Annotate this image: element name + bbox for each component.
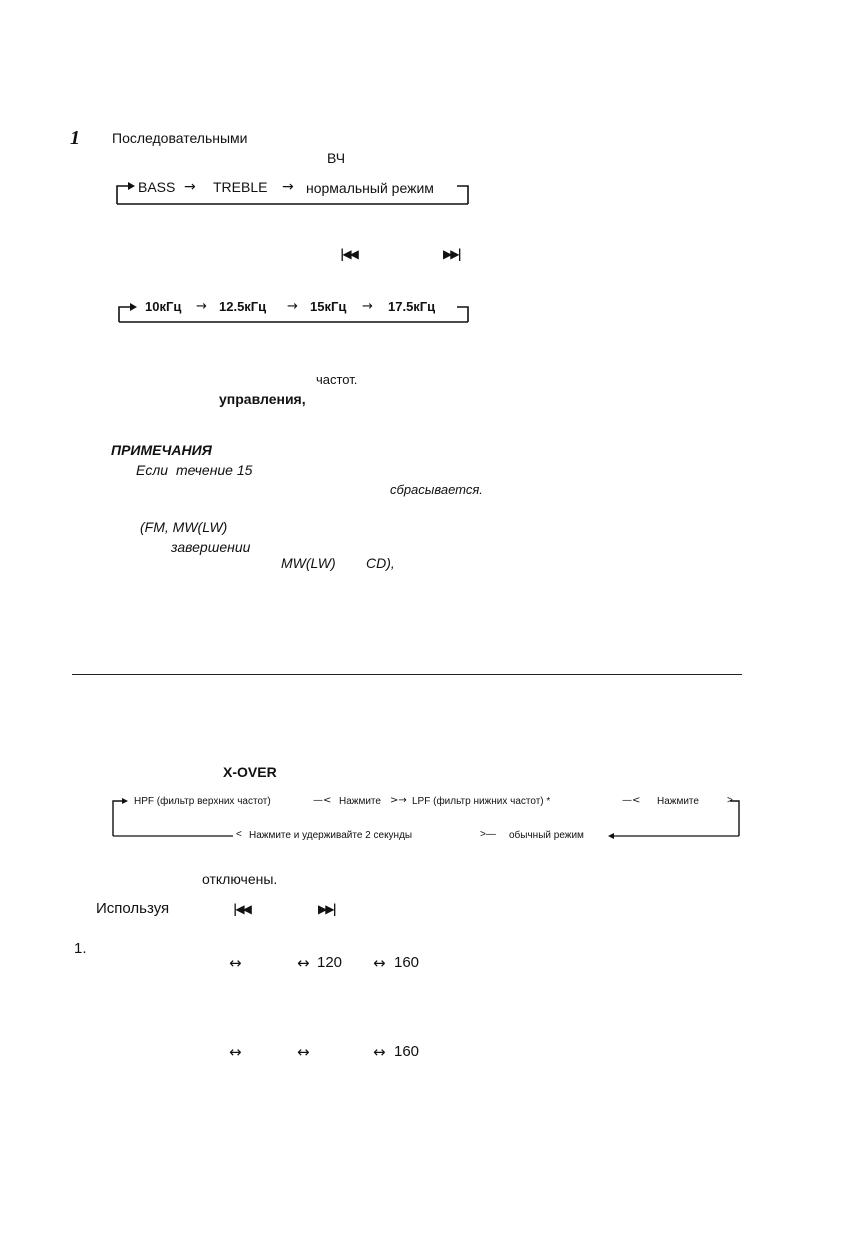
flow-normal: обычный режим <box>509 830 584 841</box>
xover-label: X-OVER <box>223 764 277 780</box>
double-arrow-icon: ↔ <box>373 1043 386 1061</box>
arrow-right-icon: → <box>184 179 196 195</box>
chevron-right-icon: >— <box>480 829 496 840</box>
double-arrow-icon: ↔ <box>229 1043 242 1061</box>
row2-value-160: 160 <box>394 1043 420 1060</box>
row1-value-120: 120 <box>317 954 343 971</box>
double-arrow-icon: ↔ <box>229 954 242 972</box>
intro-text-line2: ВЧ <box>327 150 346 166</box>
flow-press1: Нажмите <box>339 796 381 807</box>
note-line5-b: CD), <box>366 555 395 571</box>
mode-treble: TREBLE <box>213 179 268 195</box>
freq-12-5: 12.5кГц <box>219 299 267 314</box>
notes-title: ПРИМЕЧАНИЯ <box>111 442 212 458</box>
section-divider <box>72 674 742 675</box>
skip-forward-icon: ▶▶| <box>443 247 460 261</box>
text-disabled: отключены. <box>202 871 278 887</box>
arrow-right-icon: → <box>287 299 298 314</box>
flow-hpf: HPF (фильтр верхних частот) <box>134 796 271 807</box>
double-arrow-icon: ↔ <box>373 954 386 972</box>
chevron-left-icon: —< <box>313 795 332 806</box>
note-line1-a: Если <box>136 462 169 478</box>
chevron-right-icon: >→ <box>390 795 407 806</box>
skip-back-icon: |◀◀ <box>233 902 250 916</box>
arrow-right-icon: → <box>196 299 207 314</box>
text-using: Используя <box>96 900 170 917</box>
arrow-right-icon: → <box>362 299 373 314</box>
note-line5-a: MW(LW) <box>281 555 336 571</box>
skip-back-icon: |◀◀ <box>340 247 357 261</box>
text-chastot: частот. <box>316 372 358 387</box>
double-arrow-icon: ↔ <box>297 1043 310 1061</box>
arrow-right-icon: → <box>282 179 294 195</box>
row1-value-160: 160 <box>394 954 420 971</box>
mode-normal: нормальный режим <box>306 180 434 196</box>
note-line4: завершении <box>171 539 251 555</box>
chevron-right-icon: > <box>727 795 733 806</box>
note-line2: сбрасывается. <box>390 482 483 497</box>
note-line1-b: течение 15 <box>176 462 253 478</box>
skip-forward-icon: ▶▶| <box>318 902 335 916</box>
item-number: 1. <box>74 940 87 957</box>
flow-press2: Нажмите <box>657 796 699 807</box>
mode-bass: BASS <box>138 179 176 195</box>
intro-text-line1: Последовательными <box>112 130 248 146</box>
note-line3: (FM, MW(LW) <box>140 519 228 535</box>
freq-10: 10кГц <box>145 299 182 314</box>
flow-lpf: LPF (фильтр нижних частот) * <box>412 796 551 807</box>
chevron-left-icon: < <box>236 829 242 840</box>
chevron-left-icon: —< <box>622 795 641 806</box>
flow-hold: Нажмите и удерживайте 2 секунды <box>249 830 413 841</box>
freq-15: 15кГц <box>310 299 347 314</box>
freq-17-5: 17.5кГц <box>388 299 436 314</box>
text-upravleniya: управления, <box>219 391 306 407</box>
step-number: 1 <box>70 127 80 149</box>
double-arrow-icon: ↔ <box>297 954 310 972</box>
